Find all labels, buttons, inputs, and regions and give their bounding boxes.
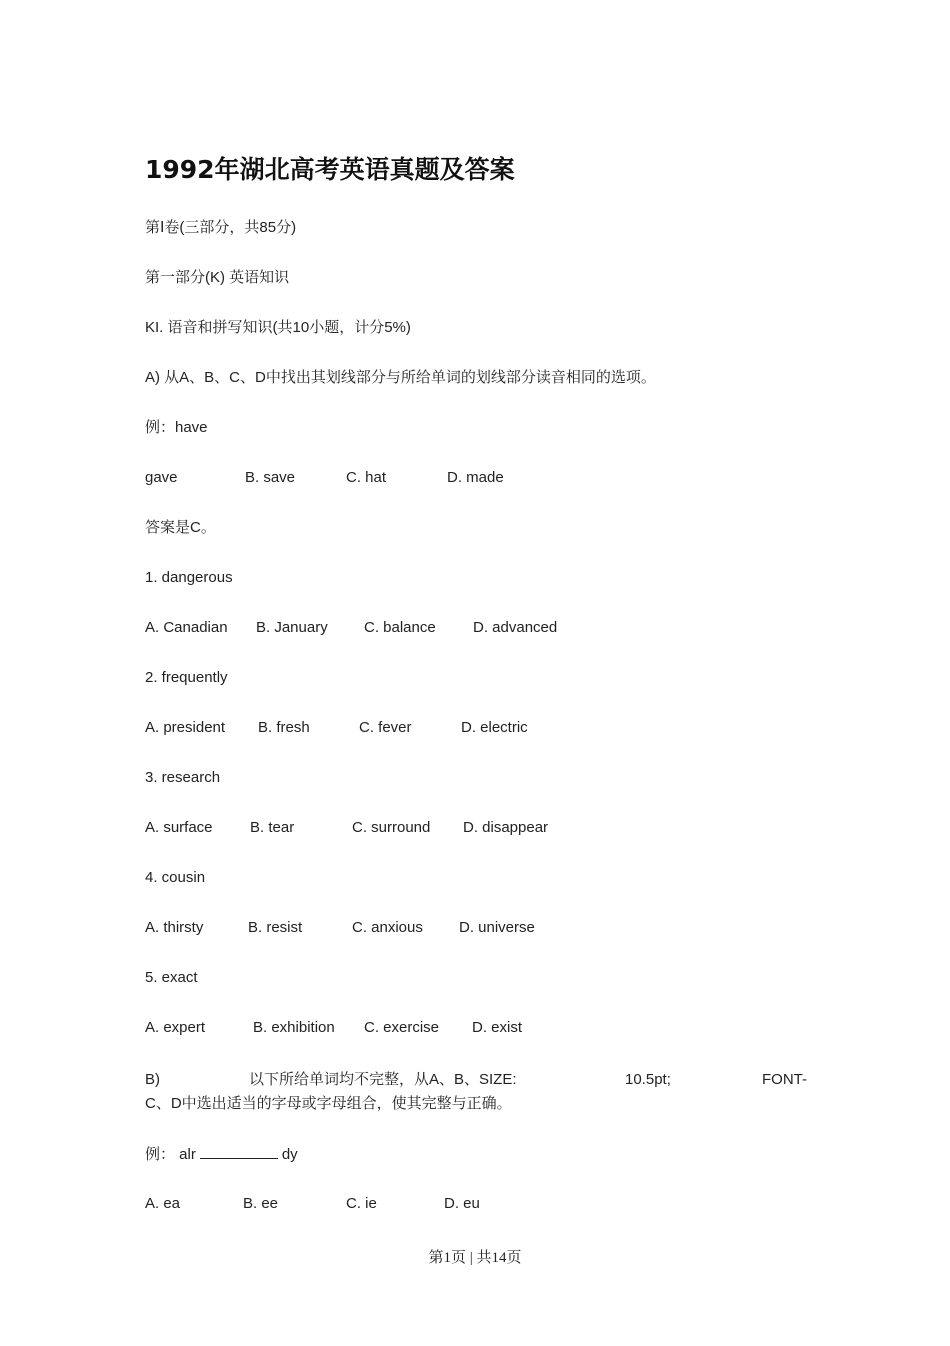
- option: C. surround: [352, 819, 431, 836]
- option: D. eu: [444, 1195, 480, 1212]
- option: A. ea: [145, 1195, 181, 1212]
- fill-blank: [200, 1144, 278, 1159]
- option: D. disappear: [463, 819, 549, 836]
- section-b-text: 10.5pt;: [625, 1071, 671, 1088]
- example-prefix: 例： alr: [145, 1146, 196, 1163]
- question-stem: 2. frequently: [145, 669, 228, 686]
- example-options: [0, 1194, 950, 1214]
- option: A. president: [145, 719, 226, 736]
- section-b-instructions: [145, 1070, 807, 1090]
- section-heading: KI. 语音和拼写知识(共10小题，计分5%): [145, 319, 411, 336]
- option: B. resist: [248, 919, 303, 936]
- question-stem: 5. exact: [145, 969, 198, 986]
- page-footer: 第1页 | 共14页: [428, 1250, 522, 1266]
- option: B. ee: [243, 1195, 279, 1212]
- section-b-text: FONT-: [762, 1071, 807, 1088]
- option: A. expert: [145, 1019, 206, 1036]
- question-options: [0, 618, 950, 638]
- option: B. fresh: [258, 719, 310, 736]
- option: D. advanced: [473, 619, 558, 636]
- option: B. January: [256, 619, 328, 636]
- option: D. made: [447, 469, 504, 486]
- option: C. fever: [359, 719, 412, 736]
- option: A. thirsty: [145, 919, 204, 936]
- question-options: [0, 918, 950, 938]
- option: C. ie: [346, 1195, 377, 1212]
- section-b-text: 以下所给单词均不完整，从A、B、SIZE:: [249, 1071, 517, 1088]
- option: C. balance: [364, 619, 436, 636]
- option: D. universe: [459, 919, 535, 936]
- section-b-instructions-cont: C、D中选出适当的字母或字母组合，使其完整与正确。: [145, 1095, 512, 1112]
- section-b-label: B): [145, 1071, 160, 1088]
- question-options: [0, 818, 950, 838]
- option: D. electric: [461, 719, 528, 736]
- example-answer: 答案是C。: [145, 519, 216, 536]
- example-prompt: 例：have: [145, 419, 208, 436]
- question-stem: 1. dangerous: [145, 569, 233, 586]
- part-heading: 第一部分(K) 英语知识: [145, 269, 290, 286]
- example-suffix: dy: [281, 1146, 298, 1163]
- option: B. tear: [250, 819, 295, 836]
- question-stem: 4. cousin: [145, 869, 206, 886]
- option: gave: [145, 469, 178, 486]
- option: B. exhibition: [253, 1019, 335, 1036]
- question-options: [0, 1018, 950, 1038]
- paper-info: 第Ⅰ卷(三部分，共85分): [145, 219, 297, 236]
- option: B. save: [245, 469, 296, 486]
- option: C. exercise: [364, 1019, 440, 1036]
- question-stem: 3. research: [145, 769, 221, 786]
- question-options: [0, 718, 950, 738]
- option: C. hat: [346, 469, 387, 486]
- option: A. surface: [145, 819, 213, 836]
- option: D. exist: [472, 1019, 523, 1036]
- option: C. anxious: [352, 919, 423, 936]
- section-a-instructions: A) 从A、B、C、D中找出其划线部分与所给单词的划线部分读音相同的选项。: [145, 369, 656, 386]
- option: A. Canadian: [145, 619, 228, 636]
- document-title: 1992年湖北高考英语真题及答案: [145, 155, 515, 184]
- example-blank-line: [145, 1144, 298, 1165]
- example-options: [0, 468, 950, 488]
